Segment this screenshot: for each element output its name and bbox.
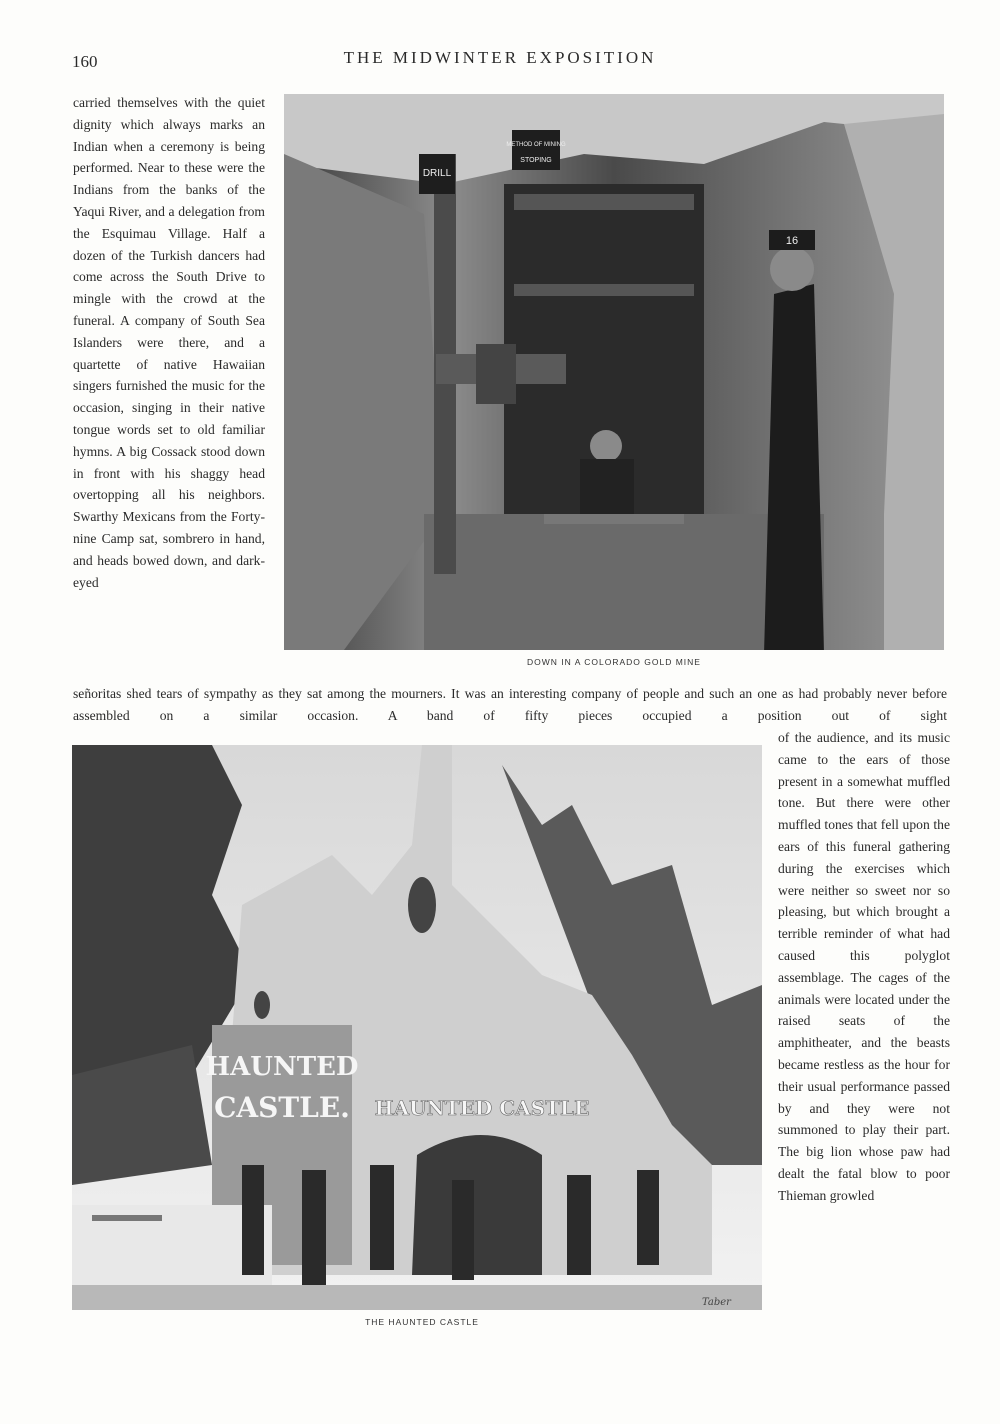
full-width-paragraph: señoritas shed tears of sympathy as they sat among the mourners. It was an interesting company of people and such an one as had probably never before assembled on a similar occasion. A band of fifty pieces occupied a position out of sight xyxy=(73,686,947,723)
left-column-paragraph: carried themselves with the quiet dignity which always marks an Indian when a ceremony is being performed. Near to these were the Indians from the banks of the Yaqui River, and a delegation from the Esquimau Village. Half a dozen of the Turkish dancers had come across the South Drive to mingle with the crowd at the funeral. A company of South Sea Islanders were there, and a quartette of native Hawaiian singers furnished the music for the occasion, singing in their native tongue words set to old familiar hymns. A big Cossack stood down in front with his shaggy head overtopping all his neighbors. Swarthy Mexicans from the Forty-nine Camp sat, sombrero in hand, and heads bowed down, and dark-eyed xyxy=(73,95,265,590)
method-sign: METHOD OF MINING xyxy=(506,142,566,148)
full-width-text xyxy=(73,683,947,727)
drill-sign: DRILL xyxy=(422,168,452,179)
left-column-text xyxy=(73,92,265,593)
castle-wall-sign-line1: HAUNTED xyxy=(205,1052,359,1082)
haunted-castle-photo xyxy=(72,745,762,1310)
castle-wall-sign-line2: CASTLE. xyxy=(214,1091,350,1124)
running-title: THE MIDWINTER EXPOSITION xyxy=(343,48,657,67)
haunted-castle-caption: THE HAUNTED CASTLE xyxy=(365,1317,479,1327)
photographer-signature: Taber xyxy=(702,1297,731,1308)
gold-mine-caption: DOWN IN A COLORADO GOLD MINE xyxy=(527,657,701,667)
stoping-sign: STOPING xyxy=(520,157,552,164)
cap-number: 16 xyxy=(785,235,799,247)
right-column-paragraph: of the audience, and its music came to the ears of those present in a somewhat muffled tone. But there were other muffled tones that fell upon the ears of this funeral gathering during the exercises which were neither so sweet nor so pleasing, but which brought a terrible reminder of what had caused this polyglot assemblage. The cages of the animals were located under the raised seats of the amphitheater, and the beasts became restless as the hour for their usual performance passed by and they were not summoned to play their part. The big lion whose paw had dealt the fatal blow to poor Thieman growled xyxy=(778,730,950,1203)
page-number: 160 xyxy=(72,52,98,71)
castle-arch-sign: HAUNTED CASTLE xyxy=(374,1096,590,1120)
right-column-text xyxy=(778,727,950,1207)
gold-mine-photo xyxy=(284,94,944,650)
